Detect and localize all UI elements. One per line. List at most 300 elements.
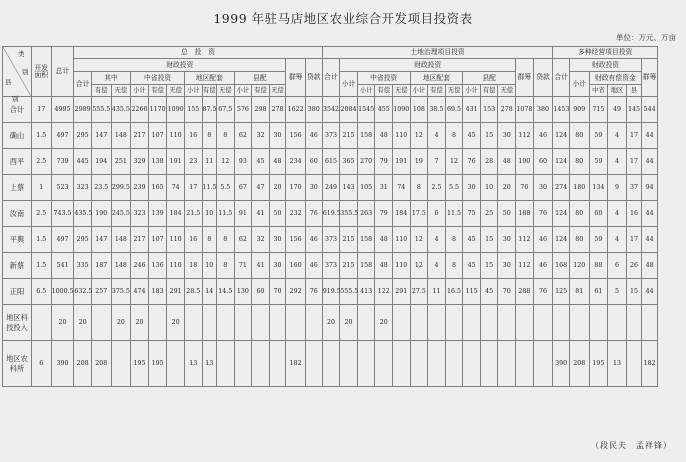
land-fiscal-xiaoji-header: 小计: [340, 72, 358, 97]
table-cell: 21.5: [184, 201, 202, 227]
table-cell: 71: [234, 253, 252, 279]
table-cell: 107: [148, 227, 167, 253]
table-cell: 6.5: [31, 279, 51, 305]
table-cell: 15: [626, 279, 642, 305]
table-cell: 1453: [553, 97, 570, 123]
table-cell: 59: [589, 149, 608, 175]
table-cell: 62: [234, 123, 252, 149]
table-cell: 184: [167, 201, 185, 227]
m-xian: 县: [626, 85, 642, 97]
table-cell: 14: [202, 279, 216, 305]
land-fiscal-header: 财政投资: [340, 59, 516, 72]
table-cell: [217, 341, 235, 387]
table-cell: 2.5: [428, 175, 446, 201]
table-cell: 48: [642, 253, 658, 279]
corner-label-type-2: 别: [22, 68, 29, 76]
fiscal-heji-header: 合计: [74, 72, 92, 97]
table-cell: 195: [131, 341, 149, 387]
table-cell: [463, 341, 481, 387]
table-cell: 1545: [357, 97, 375, 123]
table-cell: 47: [252, 175, 270, 201]
table-cell: 4: [428, 123, 446, 149]
table-cell: 298: [252, 97, 270, 123]
table-cell: 373: [322, 123, 340, 149]
table-cell: 13: [608, 341, 627, 387]
table-cell: 919.5: [322, 279, 340, 305]
table-cell: 251: [111, 149, 131, 175]
table-cell: 46: [533, 123, 553, 149]
table-cell: 7: [428, 149, 446, 175]
table-cell: 30: [269, 227, 286, 253]
table-row: [3, 149, 685, 175]
table-cell: 46: [305, 253, 322, 279]
table-cell: 134: [589, 175, 608, 201]
table-cell: 19: [410, 149, 428, 175]
table-cell: [480, 305, 498, 341]
table-cell: 76: [533, 201, 553, 227]
table-cell: 373: [322, 227, 340, 253]
table-cell: 50: [269, 201, 286, 227]
multi-project-header: 多种经营项目投资: [553, 47, 657, 59]
table-cell: 17: [626, 227, 642, 253]
table-cell: [269, 341, 286, 387]
table-cell: 170: [286, 175, 306, 201]
table-cell: 190: [516, 149, 534, 175]
table-cell: 110: [167, 123, 185, 149]
qz-youchang: 有偿: [91, 85, 111, 97]
multi-heji-header: 合计: [553, 59, 570, 97]
table-cell: 11.5: [202, 175, 216, 201]
table-cell: 80: [569, 227, 589, 253]
lzs-youchang: 有偿: [375, 85, 393, 97]
diqu-header: 地区配套: [184, 72, 234, 85]
table-cell: 148: [111, 123, 131, 149]
table-row: [3, 201, 685, 227]
table-cell: 45: [463, 227, 481, 253]
table-cell: 12: [217, 149, 235, 175]
table-cell: 187: [91, 253, 111, 279]
table-cell: 46: [533, 253, 553, 279]
table-cell: [589, 305, 608, 341]
table-cell: 122: [375, 279, 393, 305]
table-cell: 110: [167, 253, 185, 279]
row-county-name: 汝南: [3, 201, 32, 227]
table-cell: 4: [608, 123, 627, 149]
table-cell: 14.5: [217, 279, 235, 305]
table-cell: 80: [569, 149, 589, 175]
table-cell: 76: [305, 201, 322, 227]
table-cell: [533, 341, 553, 387]
row-county-name: 西平: [3, 149, 32, 175]
table-cell: 120: [569, 253, 589, 279]
table-cell: 20: [51, 305, 74, 341]
table-cell: 497: [51, 123, 74, 149]
table-cell: 60: [533, 149, 553, 175]
table-cell: 20: [74, 305, 92, 341]
table-cell: 11.5: [445, 201, 463, 227]
table-cell: [184, 305, 202, 341]
table-cell: 239: [131, 175, 149, 201]
table-cell: 8: [202, 123, 216, 149]
table-cell: 27.5: [410, 279, 428, 305]
xp-xiaoji: 小计: [234, 85, 252, 97]
table-cell: 5.5: [217, 175, 235, 201]
row-county-name: 新蔡: [3, 253, 32, 279]
table-cell: 143: [340, 175, 358, 201]
table-cell: [286, 305, 306, 341]
table-cell: 70: [498, 279, 516, 305]
table-cell: 1: [31, 175, 51, 201]
table-row: [3, 305, 685, 341]
m-diqu: 地区: [608, 85, 627, 97]
table-cell: 20: [269, 175, 286, 201]
table-cell: 15: [480, 227, 498, 253]
table-cell: 188: [516, 201, 534, 227]
table-cell: [626, 341, 642, 387]
table-cell: 45: [463, 123, 481, 149]
multi-fiscal-header: 财政投资: [569, 59, 641, 72]
zs-youchang: 有偿: [148, 85, 167, 97]
table-cell: 183: [148, 279, 167, 305]
dq-wuchang: 无偿: [217, 85, 235, 97]
table-row: [3, 279, 685, 305]
table-cell: 80: [569, 123, 589, 149]
table-cell: 523: [51, 175, 74, 201]
table-cell: 291: [167, 279, 185, 305]
table-cell: 215: [340, 227, 358, 253]
table-cell: 232: [286, 201, 306, 227]
table-cell: 139: [148, 201, 167, 227]
table-cell: 6: [31, 341, 51, 387]
table-cell: 158: [357, 123, 375, 149]
table-row: [3, 123, 685, 149]
col-qunchou-header: 群筹: [286, 59, 306, 97]
table-cell: 413: [357, 279, 375, 305]
table-cell: [217, 305, 235, 341]
table-cell: 138: [148, 149, 167, 175]
xp-wuchang: 无偿: [269, 85, 286, 97]
table-cell: [428, 305, 446, 341]
table-cell: [305, 341, 322, 387]
table-cell: 390: [51, 341, 74, 387]
table-cell: 155: [184, 97, 202, 123]
table-cell: 323: [131, 201, 149, 227]
lzs-wuchang: 无偿: [393, 85, 411, 97]
total-investment-header: 总 投 资: [74, 47, 322, 59]
table-cell: 112: [516, 253, 534, 279]
table-cell: 8: [445, 123, 463, 149]
table-cell: [410, 341, 428, 387]
table-cell: 16: [184, 123, 202, 149]
table-cell: 355.5: [340, 201, 358, 227]
multi-xiaoji-header: 小计: [569, 72, 589, 97]
table-cell: 26: [626, 253, 642, 279]
table-cell: 76: [305, 279, 322, 305]
table-cell: 544: [642, 97, 658, 123]
table-cell: 4: [608, 149, 627, 175]
table-cell: 1.5: [31, 227, 51, 253]
row-county-name: 地区农科所: [3, 341, 32, 387]
table-cell: [252, 341, 270, 387]
table-cell: 13: [202, 341, 216, 387]
table-cell: 108: [410, 97, 428, 123]
table-cell: 105: [357, 175, 375, 201]
table-cell: 246: [131, 253, 149, 279]
table-cell: 30: [463, 175, 481, 201]
lzs-xiaoji: 小计: [357, 85, 375, 97]
table-cell: 28.5: [184, 279, 202, 305]
table-cell: 30: [498, 253, 516, 279]
table-cell: 79: [375, 149, 393, 175]
table-cell: 3542: [322, 97, 340, 123]
dq-youchang: 有偿: [202, 85, 216, 97]
table-cell: 20: [131, 305, 149, 341]
table-cell: 37: [626, 175, 642, 201]
table-cell: 23.5: [91, 175, 111, 201]
table-cell: 46: [533, 227, 553, 253]
row-county-name: 正阳: [3, 279, 32, 305]
table-cell: 8: [445, 227, 463, 253]
table-cell: [445, 305, 463, 341]
table-cell: 158: [357, 253, 375, 279]
table-cell: 20: [167, 305, 185, 341]
table-cell: 74: [393, 175, 411, 201]
table-cell: 160: [286, 253, 306, 279]
table-cell: 11: [202, 149, 216, 175]
row-county-name: 上蔡: [3, 175, 32, 201]
table-cell: 182: [642, 341, 658, 387]
table-cell: 217: [131, 227, 149, 253]
table-cell: 165: [148, 175, 167, 201]
table-cell: 5.5: [445, 175, 463, 201]
table-cell: 208: [91, 341, 111, 387]
qizhong-header: 其中: [91, 72, 130, 85]
lxp-xiaoji: 小计: [463, 85, 481, 97]
table-cell: 148: [111, 227, 131, 253]
table-cell: [167, 341, 185, 387]
table-cell: 168: [553, 253, 570, 279]
land-qunchou-header: 群筹: [516, 59, 534, 97]
table-cell: 195: [589, 341, 608, 387]
table-cell: 59: [589, 123, 608, 149]
table-cell: 110: [167, 227, 185, 253]
table-cell: 278: [498, 97, 516, 123]
table-cell: 25: [480, 201, 498, 227]
table-cell: 435.5: [74, 201, 92, 227]
row-county-name: 平舆: [3, 227, 32, 253]
table-cell: 45: [480, 279, 498, 305]
xianpei-header: 县配: [234, 72, 286, 85]
table-cell: 474: [131, 279, 149, 305]
table-cell: [608, 305, 627, 341]
table-cell: 4: [608, 227, 627, 253]
table-cell: 156: [286, 123, 306, 149]
table-cell: 30: [533, 175, 553, 201]
table-cell: 67.5: [217, 97, 235, 123]
ldq-xiaoji: 小计: [410, 85, 428, 97]
xp-youchang: 有偿: [252, 85, 270, 97]
table-cell: 2084: [340, 97, 358, 123]
table-cell: 74: [167, 175, 185, 201]
table-cell: 1078: [516, 97, 534, 123]
table-cell: 10: [202, 201, 216, 227]
multi-youchang-header: 财政有偿资金: [589, 72, 642, 85]
table-cell: 32: [252, 123, 270, 149]
table-cell: 48: [375, 227, 393, 253]
table-cell: [375, 341, 393, 387]
table-cell: 110: [393, 123, 411, 149]
table-cell: 16: [626, 201, 642, 227]
table-cell: 44: [642, 123, 658, 149]
table-cell: 1622: [286, 97, 306, 123]
table-cell: 12: [410, 253, 428, 279]
table-cell: 87.5: [202, 97, 216, 123]
table-cell: 619.5: [322, 201, 340, 227]
table-cell: 30: [498, 123, 516, 149]
table-cell: [569, 305, 589, 341]
table-cell: [516, 305, 534, 341]
table-row: [3, 227, 685, 253]
table-cell: 9: [608, 175, 627, 201]
table-cell: 431: [463, 97, 481, 123]
table-cell: 8: [217, 253, 235, 279]
table-cell: 8: [217, 227, 235, 253]
table-cell: [148, 305, 167, 341]
table-cell: 208: [569, 341, 589, 387]
table-cell: [91, 305, 111, 341]
table-cell: 17: [31, 97, 51, 123]
table-cell: 28: [480, 149, 498, 175]
table-cell: 124: [553, 201, 570, 227]
table-cell: [322, 341, 340, 387]
table-cell: [498, 341, 516, 387]
land-diqu-header: 地区配套: [410, 72, 463, 85]
dq-xiaoji: 小计: [184, 85, 202, 97]
table-cell: 20: [498, 175, 516, 201]
table-cell: 390: [553, 341, 570, 387]
table-cell: 6: [608, 253, 627, 279]
lxp-wuchang: 无偿: [498, 85, 516, 97]
table-cell: 555.5: [340, 279, 358, 305]
table-cell: 194: [91, 149, 111, 175]
table-cell: 2989: [74, 97, 92, 123]
table-cell: 124: [553, 123, 570, 149]
table-cell: 632.5: [74, 279, 92, 305]
table-cell: [357, 341, 375, 387]
table-cell: 110: [393, 253, 411, 279]
table-cell: 38.5: [428, 97, 446, 123]
table-cell: 195: [148, 341, 167, 387]
table-cell: 4: [428, 227, 446, 253]
table-cell: [463, 305, 481, 341]
table-cell: 30: [269, 123, 286, 149]
table-cell: 10: [480, 175, 498, 201]
table-cell: 909: [569, 97, 589, 123]
table-cell: 75: [463, 201, 481, 227]
table-cell: 46: [305, 227, 322, 253]
table-cell: 17.5: [410, 201, 428, 227]
table-cell: 215: [340, 253, 358, 279]
table-cell: 18: [184, 253, 202, 279]
table-cell: 12: [410, 123, 428, 149]
land-project-header: 土地治理项目投资: [322, 47, 553, 59]
table-cell: 147: [91, 227, 111, 253]
fiscal-header: 财政投资: [74, 59, 286, 72]
corner-label-county: 县: [5, 78, 12, 86]
table-cell: 41: [252, 253, 270, 279]
table-cell: 4: [608, 201, 627, 227]
land-xianpei-header: 县配: [463, 72, 516, 85]
qz-wuchang: 无偿: [111, 85, 131, 97]
land-daikuan-header: 贷款: [533, 59, 553, 97]
ldq-youchang: 有偿: [428, 85, 446, 97]
table-cell: 13: [184, 341, 202, 387]
col-daikuan-header: 贷款: [305, 59, 322, 97]
table-cell: 2.5: [31, 201, 51, 227]
table-cell: 190: [91, 201, 111, 227]
table-cell: 234: [286, 149, 306, 175]
table-cell: 124: [553, 227, 570, 253]
table-cell: 148: [111, 253, 131, 279]
table-row: [3, 341, 685, 387]
table-cell: 295: [74, 227, 92, 253]
table-cell: 1.5: [31, 123, 51, 149]
table-cell: 8: [445, 253, 463, 279]
table-cell: 743.5: [51, 201, 74, 227]
table-cell: [516, 341, 534, 387]
table-cell: 1170: [148, 97, 167, 123]
col-total-header: 总计: [51, 47, 74, 97]
table-cell: [533, 305, 553, 341]
table-cell: 6: [428, 201, 446, 227]
table-cell: 61: [589, 279, 608, 305]
lxp-youchang: 有偿: [480, 85, 498, 97]
table-cell: 8: [217, 123, 235, 149]
table-cell: [111, 341, 131, 387]
table-cell: 8: [410, 175, 428, 201]
table-cell: 48: [375, 123, 393, 149]
land-zhongsheng-header: 中省投资: [357, 72, 410, 85]
table-cell: 112: [516, 227, 534, 253]
table-cell: 76: [516, 175, 534, 201]
table-cell: [234, 305, 252, 341]
table-cell: 30: [305, 175, 322, 201]
ldq-wuchang: 无偿: [445, 85, 463, 97]
table-cell: 30: [498, 227, 516, 253]
table-cell: 145: [626, 97, 642, 123]
table-cell: 17: [626, 149, 642, 175]
table-cell: [202, 305, 216, 341]
table-cell: 10: [202, 253, 216, 279]
table-cell: 62: [234, 227, 252, 253]
table-cell: 180: [569, 175, 589, 201]
table-cell: 44: [642, 279, 658, 305]
table-cell: 263: [357, 201, 375, 227]
table-cell: [642, 305, 658, 341]
table-cell: 44: [642, 227, 658, 253]
table-row: [3, 175, 685, 201]
table-cell: 292: [286, 279, 306, 305]
table-cell: 11: [428, 279, 446, 305]
table-cell: 12: [410, 227, 428, 253]
table-cell: 81: [569, 279, 589, 305]
table-cell: 270: [357, 149, 375, 175]
table-cell: [445, 341, 463, 387]
table-cell: 15: [480, 123, 498, 149]
m-zhongsheng: 中省: [589, 85, 608, 97]
table-cell: 48: [269, 149, 286, 175]
table-cell: 191: [393, 149, 411, 175]
